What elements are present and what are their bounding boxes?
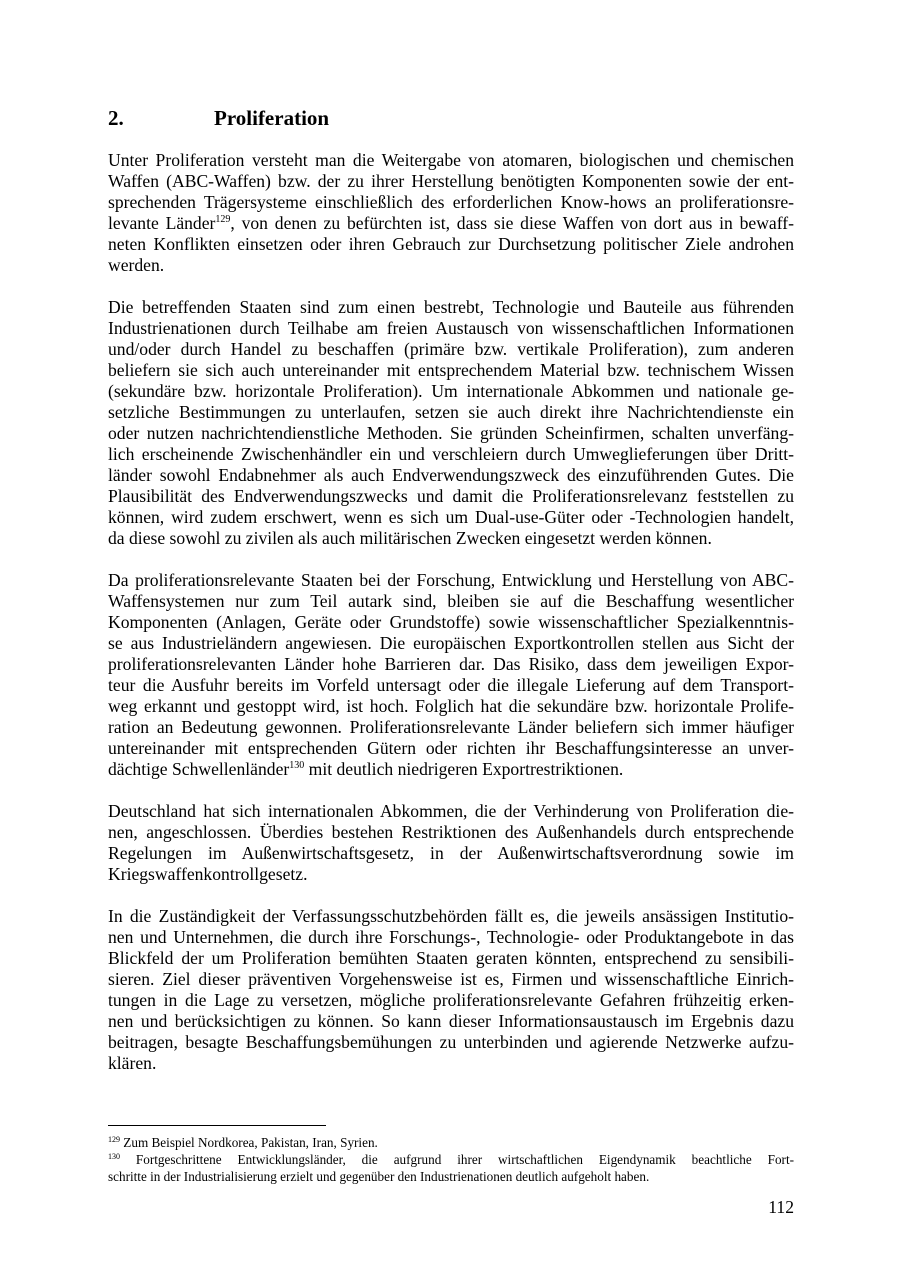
- text-line: [108, 969, 794, 990]
- footnote-line: [108, 1168, 794, 1185]
- line-text: Da proliferationsrelevante Staaten bei der Forschung, Entwicklung und Herstellung von ABC-: [108, 570, 794, 590]
- line-text: Unter Proliferation versteht man die Weitergabe von atomaren, biologischen und chemischen: [108, 150, 794, 170]
- text-line: [108, 906, 794, 927]
- line-text: Kriegswaffenkontrollgesetz.: [108, 864, 308, 884]
- line-text: nen, angeschlossen. Überdies bestehen Restriktionen des Außenhandels durch entsprechende: [108, 822, 794, 842]
- line-text: Waffen (ABC-Waffen) bzw. der zu ihrer Herstellung benötigten Komponenten sowie der ent-: [108, 171, 794, 191]
- text-line: [108, 927, 794, 948]
- footnote-line: [108, 1134, 794, 1151]
- text-line: [108, 234, 794, 255]
- footnote-ref: 130: [289, 760, 305, 771]
- paragraph: [108, 297, 794, 549]
- text-line: [108, 528, 794, 549]
- text-line: [108, 507, 794, 528]
- footnotes: [108, 1134, 794, 1185]
- text-line: [108, 318, 794, 339]
- line-text: beitragen, besagte Beschaffungsbemühungen zu unterbinden und agierende Netzwerke aufzu-: [108, 1032, 794, 1052]
- paragraph: [108, 906, 794, 1074]
- text-line: [108, 1011, 794, 1032]
- line-text: Plausibilität des Endverwendungszwecks und damit die Proliferationsrelevanz feststellen zu: [108, 486, 794, 506]
- line-text: oder nutzen nachrichtendienstliche Methoden. Sie gründen Scheinfirmen, schalten unverfäng-: [108, 423, 794, 443]
- text-line: [108, 255, 794, 276]
- text-line: [108, 465, 794, 486]
- line-text: können, wird zudem erschwert, wenn es sich um Dual-use-Güter oder -Technologien handelt,: [108, 507, 794, 527]
- line-text: da diese sowohl zu zivilen als auch militärischen Zwecken eingesetzt werden können.: [108, 528, 712, 548]
- line-text: dächtige Schwellenländer: [108, 759, 290, 779]
- page-number: 112: [768, 1197, 794, 1217]
- text-line: [108, 402, 794, 423]
- section-number: 2.: [108, 106, 124, 130]
- line-text: sprechenden Trägersysteme einschließlich des erforderlichen Know-hows an proliferationsre-: [108, 192, 794, 212]
- line-text: Komponenten (Anlagen, Geräte oder Grundstoffe) sowie wissenschaftlicher Spezialkenntnis-: [108, 612, 794, 632]
- footnote: [108, 1134, 794, 1151]
- line-text: beliefern sie sich auch untereinander mit entsprechendem Material bzw. technischem Wissen: [108, 360, 794, 380]
- text-line: [108, 381, 794, 402]
- text-line: [108, 1032, 794, 1053]
- paragraph-gap: [108, 549, 794, 570]
- line-text: setzliche Bestimmungen zu unterlaufen, setzen sie auch direkt ihre Nachrichtendienste ein: [108, 402, 794, 422]
- paragraph: [108, 150, 794, 276]
- line-text: tungen in die Lage zu versetzen, mögliche proliferationsrelevante Gefahren frühzeitig erken-: [108, 990, 794, 1010]
- text-line: [108, 192, 794, 213]
- line-text: neten Konflikten einsetzen oder ihren Gebrauch zur Durchsetzung politischer Ziele androhen: [108, 234, 794, 254]
- text-line: [108, 738, 794, 759]
- text-line: [108, 591, 794, 612]
- line-text: levante Länder: [108, 213, 216, 233]
- text-line: [108, 171, 794, 192]
- line-text: ration an Bedeutung gewonnen. Proliferationsrelevante Länder beliefern sich immer häufiger: [108, 717, 794, 737]
- section-heading: [108, 106, 329, 131]
- text-line: [108, 150, 794, 171]
- line-text: Die betreffenden Staaten sind zum einen bestrebt, Technologie und Bauteile aus führenden: [108, 297, 794, 317]
- line-text: nen und berücksichtigen zu können. So kann dieser Informationsaustausch im Ergebnis dazu: [108, 1011, 794, 1031]
- text-line: [108, 339, 794, 360]
- line-text-after: , von denen zu befürchten ist, dass sie diese Waffen von dort aus in bewaff-: [230, 213, 794, 233]
- line-text: Deutschland hat sich internationalen Abkommen, die der Verhinderung von Proliferation die-: [108, 801, 794, 821]
- section-title: Proliferation: [214, 106, 330, 130]
- paragraph-gap: [108, 780, 794, 801]
- text-line: [108, 612, 794, 633]
- footnote-number: 129: [108, 1135, 120, 1144]
- line-text: Blickfeld der um Proliferation bemühten Staaten geraten könnten, entsprechend zu sensibili-: [108, 948, 794, 968]
- line-text: weg erkannt und gestoppt wird, ist hoch. Folglich hat die sekundäre bzw. horizontale Prolife-: [108, 696, 794, 716]
- line-text: lich erscheinende Zwischenhändler ein und verschleiern durch Umweglieferungen über Dritt-: [108, 444, 794, 464]
- line-text: und/oder durch Handel zu beschaffen (primäre bzw. vertikale Proliferation), zum anderen: [108, 339, 794, 359]
- paragraph-gap: [108, 885, 794, 906]
- line-text: se aus Industrieländern angewiesen. Die europäischen Exportkontrollen stellen aus Sicht der: [108, 633, 794, 653]
- line-text: sieren. Ziel dieser präventiven Vorgehensweise ist es, Firmen und wissenschaftliche Einrich-: [108, 969, 794, 989]
- text-line: [108, 696, 794, 717]
- footnote-text: schritte in der Industrialisierung erzielt und gegenüber den Industrienationen deutlich aufgeholt haben.: [108, 1169, 650, 1184]
- footnote-line: [108, 1151, 794, 1168]
- text-line: [108, 297, 794, 318]
- text-line: [108, 717, 794, 738]
- line-text: länder sowohl Endabnehmer als auch Endverwendungszweck des einzuführenden Gutes. Die: [108, 465, 794, 485]
- footnote-separator: [108, 1125, 326, 1126]
- line-text: Industrienationen durch Teilhabe am freien Austausch von wissenschaftlichen Informationen: [108, 318, 794, 338]
- line-text: klären.: [108, 1053, 157, 1073]
- text-line: [108, 759, 794, 780]
- text-line: [108, 675, 794, 696]
- text-line: [108, 990, 794, 1011]
- footnote-number: 130: [108, 1152, 120, 1161]
- text-line: [108, 822, 794, 843]
- text-line: [108, 948, 794, 969]
- text-line: [108, 654, 794, 675]
- text-line: [108, 801, 794, 822]
- line-text: Regelungen im Außenwirtschaftsgesetz, in der Außenwirtschaftsverordnung sowie im: [108, 843, 794, 863]
- text-line: [108, 486, 794, 507]
- line-text: nen und Unternehmen, die durch ihre Forschungs-, Technologie- oder Produktangebote in das: [108, 927, 794, 947]
- line-text-after: mit deutlich niedrigeren Exportrestriktionen.: [304, 759, 624, 779]
- line-text: In die Zuständigkeit der Verfassungsschutzbehörden fällt es, die jeweils ansässigen Institutio-: [108, 906, 794, 926]
- text-line: [108, 444, 794, 465]
- text-line: [108, 864, 794, 885]
- text-line: [108, 843, 794, 864]
- paragraph: [108, 570, 794, 780]
- line-text: Waffensystemen nur zum Teil autark sind, bleiben sie auf die Beschaffung wesentlicher: [108, 591, 794, 611]
- footnote: [108, 1151, 794, 1185]
- text-line: [108, 423, 794, 444]
- text-line: [108, 570, 794, 591]
- text-line: [108, 1053, 794, 1074]
- body-text: [108, 150, 794, 1074]
- text-line: [108, 360, 794, 381]
- paragraph-gap: [108, 276, 794, 297]
- text-line: [108, 213, 794, 234]
- footnote-text: Fortgeschrittene Entwicklungsländer, die aufgrund ihrer wirtschaftlichen Eigendynamik beachtliche Fort-: [135, 1152, 795, 1167]
- footnote-ref: 129: [215, 214, 231, 225]
- footnote-text: Zum Beispiel Nordkorea, Pakistan, Iran, Syrien.: [123, 1135, 378, 1150]
- line-text: werden.: [108, 255, 165, 275]
- line-text: teur die Ausfuhr bereits im Vorfeld untersagt oder die illegale Lieferung auf dem Transport-: [108, 675, 794, 695]
- paragraph: [108, 801, 794, 885]
- line-text: proliferationsrelevanten Länder hohe Barrieren dar. Das Risiko, dass dem jeweiligen Expor-: [108, 654, 794, 674]
- line-text: (sekundäre bzw. horizontale Proliferation). Um internationale Abkommen und nationale ge-: [108, 381, 794, 401]
- line-text: untereinander mit entsprechenden Gütern oder richten ihr Beschaffungsinteresse an unver-: [108, 738, 794, 758]
- text-line: [108, 633, 794, 654]
